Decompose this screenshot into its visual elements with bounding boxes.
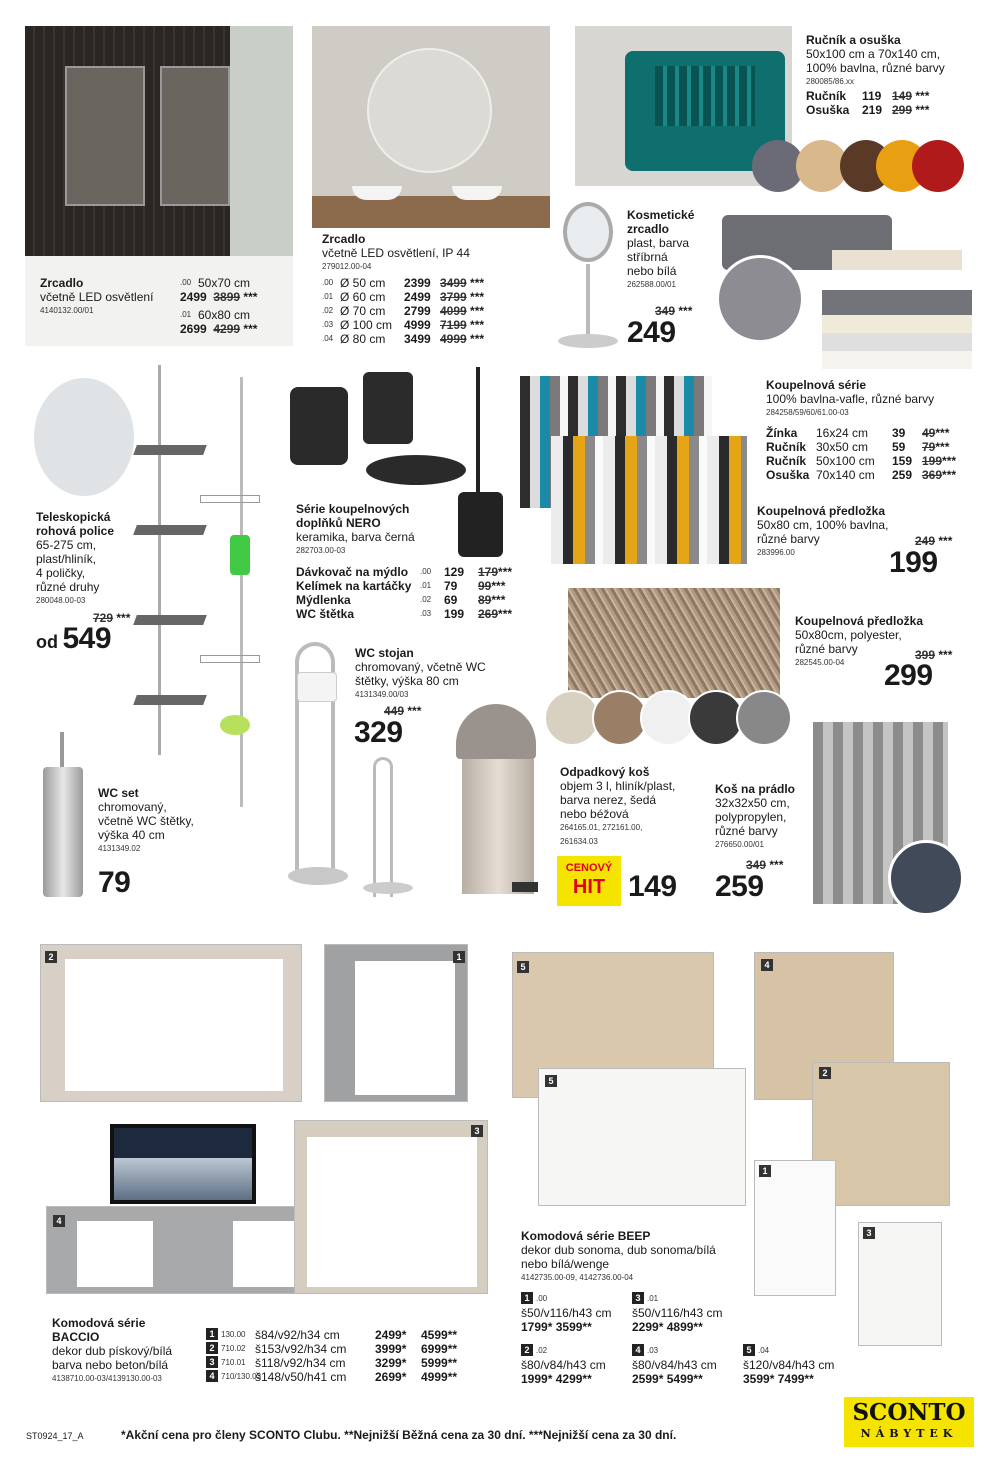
cosmetic-code: 262588.00/01: [627, 280, 676, 289]
bin-title: Odpadkový koš: [560, 765, 650, 779]
shelf-detail-photo: [34, 378, 134, 496]
tag-beep-1: 1: [759, 1165, 771, 1177]
wcset-d1: chromovaný,: [98, 800, 167, 814]
bin-code1: 264165.01, 272161.00,: [560, 823, 643, 832]
mirror1-v1-old: 4299: [213, 322, 241, 336]
cosmetic-mirror-image: [558, 202, 618, 352]
bathset-r3-old: 369: [922, 468, 943, 482]
striped-mat-front: [551, 436, 747, 564]
nero-r0-price: 129: [444, 565, 465, 579]
mat2-code: 282545.00-04: [795, 658, 845, 667]
beep-i3-code: .03: [647, 1346, 659, 1355]
mat1-price: 199: [889, 546, 938, 579]
shelf-title1: Teleskopická: [36, 510, 111, 524]
wcstand-d2: štětky, výška 80 cm: [355, 674, 459, 688]
towel-r1-old: 299: [892, 103, 913, 117]
shelf-price: 549: [62, 622, 112, 655]
nero-r3-name: WC štětka: [296, 607, 355, 621]
bathset-r1-price: 59: [892, 440, 906, 454]
wcstand-stars: ***: [407, 704, 422, 718]
bathset-r3-name: Osuška: [766, 468, 810, 482]
beep-item-4: [632, 1344, 742, 1386]
beep-i0-n: 1: [521, 1292, 533, 1304]
cosmetic-price: 249: [627, 316, 676, 349]
cosmetic-title1: Kosmetické: [627, 208, 695, 222]
towel-r1-name: Osuška: [806, 103, 850, 117]
mirror2-v4-old: 4999: [440, 332, 467, 346]
tag-beep-3: 3: [863, 1227, 875, 1239]
beep-i1-code: .01: [647, 1294, 659, 1303]
mirror2-v3-price: 4999: [404, 318, 431, 332]
mirror2-v0-price: 2399: [404, 276, 431, 290]
beep-item-5: [743, 1344, 853, 1386]
nero-r3-num: .03: [420, 609, 432, 618]
mirror2-v4-size: Ø 80 cm: [340, 332, 386, 346]
towel-swatch-red: [912, 140, 964, 192]
mat2-d1: 50x80cm, polyester,: [795, 628, 902, 642]
baccio-r3-old: 4999**: [421, 1370, 458, 1384]
beep-i1-old: 4899**: [666, 1320, 703, 1334]
price-hit-badge: [557, 856, 621, 906]
beep-item-1: [521, 1292, 631, 1334]
mat2-old: 399: [915, 648, 936, 662]
shelf-d1: 65-275 cm,: [36, 538, 97, 552]
tag-beep-5b: 5: [545, 1075, 557, 1087]
mirror2-v3-old: 7199: [440, 318, 467, 332]
nero-r3-stars: ***: [498, 607, 513, 621]
beep-i4-size: š120/v84/h43 cm: [743, 1358, 835, 1372]
shelf-od: od: [36, 632, 58, 652]
mirror2-v3-num: .03: [322, 320, 334, 329]
baccio-r2-code: 710.01: [221, 1358, 246, 1367]
beep-i1-n: 3: [632, 1292, 644, 1304]
mirror2-v0-old: 3499: [440, 276, 467, 290]
mirror1-code: 4140132.00/01: [40, 306, 94, 315]
tag-baccio-2: 2: [45, 951, 57, 963]
nero-r0-stars: ***: [498, 565, 513, 579]
mirror2-v3-stars: ***: [470, 318, 485, 332]
wcset-price: 79: [98, 866, 131, 899]
mirror1-title: Zrcadlo: [40, 276, 84, 290]
footer-note: *Akční cena pro členy SCONTO Clubu. **Nejnižší Běžná cena za 30 dní. ***Nejnižší cena za 30 dní.: [121, 1428, 677, 1442]
beep-i0-size: š50/v116/h43 cm: [521, 1306, 612, 1320]
mirror1-v0-stars: ***: [243, 290, 258, 304]
beep-item-3: [632, 1292, 742, 1334]
wcstand-code: 4131349.00/03: [355, 690, 409, 699]
basket-d3: různé barvy: [715, 824, 778, 838]
beep-title: Komodová série BEEP: [521, 1229, 651, 1243]
baccio-r3-price: 2699*: [375, 1370, 407, 1384]
mirror2-v2-stars: ***: [470, 304, 485, 318]
baccio-cabinet-1: [324, 944, 468, 1102]
beep-tall-1: [754, 1160, 836, 1296]
basket-d1: 32x32x50 cm,: [715, 796, 790, 810]
mirror2-v0-stars: ***: [470, 276, 485, 290]
baccio-title2: BACCIO: [52, 1330, 100, 1344]
tag-baccio-3: 3: [471, 1125, 483, 1137]
mirror1-v1-price: 2699: [180, 322, 207, 336]
baccio-r0-n: 1: [206, 1328, 218, 1340]
beep-i1-price: 2299*: [632, 1320, 664, 1334]
baccio-title1: Komodová série: [52, 1316, 146, 1330]
mat1-code: 283996.00: [757, 548, 795, 557]
wc-set-image: [38, 732, 88, 902]
wcstand-title: WC stojan: [355, 646, 414, 660]
nero-code: 282703.00-03: [296, 546, 346, 555]
wcstand-old: 449: [384, 704, 405, 718]
towel-r0-price: 119: [862, 89, 882, 103]
mirror1-v1-num: .01: [180, 310, 192, 319]
mirror2-desc: včetně LED osvětlení, IP 44: [322, 246, 470, 260]
baccio-r3-n: 4: [206, 1370, 218, 1382]
baccio-r1-size: š153/v92/h34 cm: [255, 1342, 347, 1356]
shelf-d2: plast/hliník,: [36, 552, 97, 566]
baccio-r0-code: 130.00: [221, 1330, 246, 1339]
bathset-r2-size: 50x100 cm: [816, 454, 875, 468]
towel-r0-name: Ručník: [806, 89, 847, 103]
towel-r1-price: 219: [862, 103, 883, 117]
mirror2-v4-price: 3499: [404, 332, 431, 346]
wcset-title: WC set: [98, 786, 139, 800]
shelf-code: 280048.00-03: [36, 596, 86, 605]
bathset-r0-stars: ***: [935, 426, 950, 440]
bathset-r3-size: 70x140 cm: [816, 468, 875, 482]
mirror2-v1-old: 3799: [440, 290, 467, 304]
corner-shelf-image: [130, 365, 290, 805]
bathset-title: Koupelnová série: [766, 378, 867, 392]
nero-r3-old: 269: [478, 607, 499, 621]
nero-title1: Série koupelnových: [296, 502, 410, 516]
bathset-r1-name: Ručník: [766, 440, 807, 454]
cosmetic-old: 349: [655, 304, 676, 318]
nero-r0-old: 179: [478, 565, 499, 579]
beep-i3-price: 2599*: [632, 1372, 664, 1386]
towel-r1-stars: ***: [915, 103, 930, 117]
mirror2-v1-price: 2499: [404, 290, 431, 304]
basket-code: 276650.00/01: [715, 840, 764, 849]
cosmetic-d3: nebo bílá: [627, 264, 677, 278]
basket-swatch: [888, 840, 964, 916]
baccio-d1: dekor dub pískový/bílá: [52, 1344, 173, 1358]
wcstand-price: 329: [354, 716, 403, 749]
cosmetic-title2: zrcadlo: [627, 222, 670, 236]
baccio-d2: barva nebo beton/bílá: [52, 1358, 169, 1372]
mat1-d2: různé barvy: [757, 532, 820, 546]
logo-line2: NÁBYTEK: [860, 1427, 958, 1440]
baccio-sideboard-2: [40, 944, 302, 1102]
mat2-title: Koupelnová předložka: [795, 614, 924, 628]
mirror1-v1-size: 60x80 cm: [198, 308, 251, 322]
baccio-code: 4138710.00-03/4139130.00-03: [52, 1374, 162, 1383]
nero-title2: doplňků NERO: [296, 516, 381, 530]
baccio-r3-code: 710/130.03: [221, 1372, 262, 1381]
beep-i2-price: 1999*: [521, 1372, 553, 1386]
bathset-r0-size: 16x24 cm: [816, 426, 869, 440]
towel-desc2: 100% bavlna, různé barvy: [806, 61, 945, 75]
mirror2-v3-size: Ø 100 cm: [340, 318, 393, 332]
shelf-d4: různé druhy: [36, 580, 100, 594]
baccio-r2-price: 3299*: [375, 1356, 407, 1370]
towel-code: 280085/86.xx: [806, 77, 855, 86]
bathset-r0-price: 39: [892, 426, 906, 440]
mat1-d1: 50x80 cm, 100% bavlna,: [757, 518, 889, 532]
cosmetic-d1: plast, barva: [627, 236, 690, 250]
mirror2-v2-num: .02: [322, 306, 334, 315]
tag-baccio-1: 1: [453, 951, 465, 963]
nero-r1-stars: ***: [491, 579, 506, 593]
footer-code: ST0924_17_A: [26, 1431, 84, 1441]
shaggy-swatch-gray: [736, 690, 792, 746]
logo-line1: SCONTO: [852, 1399, 966, 1426]
beep-i4-n: 5: [743, 1344, 755, 1356]
bathset-r1-stars: ***: [935, 440, 950, 454]
basket-title: Koš na prádlo: [715, 782, 796, 796]
beep-i0-old: 3599**: [555, 1320, 592, 1334]
shelf-title2: rohová police: [36, 524, 115, 538]
beep-i0-code: .00: [536, 1294, 548, 1303]
baccio-price-list: [206, 1328, 496, 1384]
beep-i2-n: 2: [521, 1344, 533, 1356]
bathset-r2-stars: ***: [942, 454, 957, 468]
mirror2-v0-size: Ø 50 cm: [340, 276, 386, 290]
mirror2-code: 279012.00-04: [322, 262, 372, 271]
towel-desc1: 50x100 cm a 70x140 cm,: [806, 47, 941, 61]
nero-r2-old: 89: [478, 593, 492, 607]
mirror1-v0-old: 3899: [213, 290, 241, 304]
beep-code: 4142735.00-09, 4142736.00-04: [521, 1273, 634, 1282]
beep-i4-price: 3599*: [743, 1372, 775, 1386]
beep-d2: nebo bílá/wenge: [521, 1257, 610, 1271]
bin-price: 149: [628, 870, 677, 903]
beep-i4-old: 7499**: [777, 1372, 814, 1386]
baccio-r0-size: š84/v92/h34 cm: [255, 1328, 340, 1342]
nero-desc: keramika, barva černá: [296, 530, 415, 544]
baccio-r2-n: 3: [206, 1356, 218, 1368]
baccio-r1-price: 3999*: [375, 1342, 407, 1356]
bin-d1: objem 3 l, hliník/plast,: [560, 779, 676, 793]
towel-r0-old: 149: [892, 89, 913, 103]
mirror2-v2-old: 4099: [440, 304, 467, 318]
mirror2-v1-num: .01: [322, 292, 334, 301]
wcset-d2: včetně WC štětky,: [98, 814, 194, 828]
mat1-stars: ***: [938, 534, 953, 548]
tag-beep-4: 4: [761, 959, 773, 971]
shelf-stars: ***: [116, 611, 131, 625]
mirror2-v4-stars: ***: [470, 332, 485, 346]
baccio-r2-old: 5999**: [421, 1356, 458, 1370]
bathset-r2-price: 159: [892, 454, 913, 468]
sconto-logo: [844, 1397, 974, 1447]
beep-i3-old: 5499**: [666, 1372, 703, 1386]
nero-r3-price: 199: [444, 607, 465, 621]
basket-stars: ***: [769, 858, 784, 872]
basket-old: 349: [746, 858, 767, 872]
mat2-stars: ***: [938, 648, 953, 662]
bathset-desc: 100% bavlna-vafle, různé barvy: [766, 392, 935, 406]
tag-beep-2: 2: [819, 1067, 831, 1079]
round-mirror-photo: [312, 26, 550, 228]
mirror2-v2-price: 2799: [404, 304, 431, 318]
mat1-old: 249: [915, 534, 936, 548]
mirror1-v1-stars: ***: [243, 322, 258, 336]
mat1-title: Koupelnová předložka: [757, 504, 886, 518]
beep-i0-price: 1799*: [521, 1320, 553, 1334]
tv-image: [110, 1124, 256, 1204]
mirror2-v0-num: .00: [322, 278, 334, 287]
towel-title: Ručník a osuška: [806, 33, 901, 47]
nero-r2-stars: ***: [491, 593, 506, 607]
bin-code2: 261634.03: [560, 837, 598, 846]
baccio-r0-price: 2499*: [375, 1328, 407, 1342]
wcstand-d1: chromovaný, včetně WC: [355, 660, 486, 674]
wcset-code: 4131349.02: [98, 844, 141, 853]
mirror2-v4-num: .04: [322, 334, 334, 343]
baccio-r3-size: š148/v50/h41 cm: [255, 1370, 347, 1384]
beep-d1: dekor dub sonoma, dub sonoma/bílá: [521, 1243, 716, 1257]
mirror1-desc: včetně LED osvětlení: [40, 290, 154, 304]
shelf-old: 729: [93, 611, 114, 625]
mat2-price: 299: [884, 659, 933, 692]
beep-i4-code: .04: [758, 1346, 770, 1355]
nero-r2-price: 69: [444, 593, 458, 607]
mirror2-v1-size: Ø 60 cm: [340, 290, 386, 304]
baccio-tv-board-4: [46, 1206, 306, 1294]
mirror1-v0-num: .00: [180, 278, 192, 287]
cosmetic-d2: stříbrná: [627, 250, 668, 264]
badge-line1: CENOVÝ: [565, 862, 613, 874]
mirror2-v1-stars: ***: [470, 290, 485, 304]
nero-r1-old: 99: [478, 579, 492, 593]
bathset-code: 284258/59/60/61.00-03: [766, 408, 849, 417]
basket-price: 259: [715, 870, 764, 903]
bin-d3: nebo béžová: [560, 807, 629, 821]
beep-item-2: [521, 1344, 631, 1386]
nero-r2-name: Mýdlenka: [296, 593, 351, 607]
beep-i1-size: š50/v116/h43 cm: [632, 1306, 723, 1320]
shelf-d3: 4 poličky,: [36, 566, 86, 580]
bathset-r3-stars: ***: [942, 468, 957, 482]
basket-d2: polypropylen,: [715, 810, 787, 824]
mirror2-v2-size: Ø 70 cm: [340, 304, 386, 318]
beep-sideboard-5-white: [538, 1068, 746, 1206]
bathset-r2-old: 199: [922, 454, 943, 468]
nero-r1-num: .01: [420, 581, 432, 590]
bathset-r0-old: 49: [922, 426, 936, 440]
cosmetic-stars: ***: [678, 304, 693, 318]
beep-i2-size: š80/v84/h43 cm: [521, 1358, 606, 1372]
shaggy-mat-photo: [568, 588, 780, 698]
baccio-r0-old: 4599**: [421, 1328, 458, 1342]
nero-r1-name: Kelímek na kartáčky: [296, 579, 412, 593]
nero-r0-name: Dávkovač na mýdlo: [296, 565, 409, 579]
badge-line2: HIT: [572, 876, 606, 898]
beep-i2-old: 4299**: [555, 1372, 592, 1386]
bathset-r2-name: Ručník: [766, 454, 807, 468]
baccio-r1-old: 6999**: [421, 1342, 458, 1356]
nero-r0-num: .00: [420, 567, 432, 576]
towel-r0-stars: ***: [915, 89, 930, 103]
bathset-r1-old: 79: [922, 440, 936, 454]
beep-i2-code: .02: [536, 1346, 548, 1355]
wcset-d3: výška 40 cm: [98, 828, 165, 842]
baccio-r1-code: 710.02: [221, 1344, 246, 1353]
beep-drawers-3: [858, 1222, 942, 1346]
nero-r1-price: 79: [444, 579, 458, 593]
pedal-bin-image: [448, 704, 544, 900]
bathset-r3-price: 259: [892, 468, 913, 482]
baccio-sideboard-3: [294, 1120, 488, 1294]
tag-beep-5a: 5: [517, 961, 529, 973]
baccio-r1-n: 2: [206, 1342, 218, 1354]
mirror1-v0-size: 50x70 cm: [198, 276, 251, 290]
beep-i3-n: 4: [632, 1344, 644, 1356]
bathset-r1-size: 30x50 cm: [816, 440, 869, 454]
mat2-d2: různé barvy: [795, 642, 858, 656]
waffle-swatch: [716, 255, 804, 343]
mirror2-title: Zrcadlo: [322, 232, 366, 246]
tag-baccio-4: 4: [53, 1215, 65, 1227]
bin-d2: barva nerez, šedá: [560, 793, 657, 807]
mirror1-v0-price: 2499: [180, 290, 207, 304]
beep-i3-size: š80/v84/h43 cm: [632, 1358, 717, 1372]
mirror2-variants: [322, 276, 522, 346]
baccio-r2-size: š118/v92/h34 cm: [255, 1356, 346, 1370]
nero-r2-num: .02: [420, 595, 432, 604]
bathset-r0-name: Žínka: [766, 426, 798, 440]
